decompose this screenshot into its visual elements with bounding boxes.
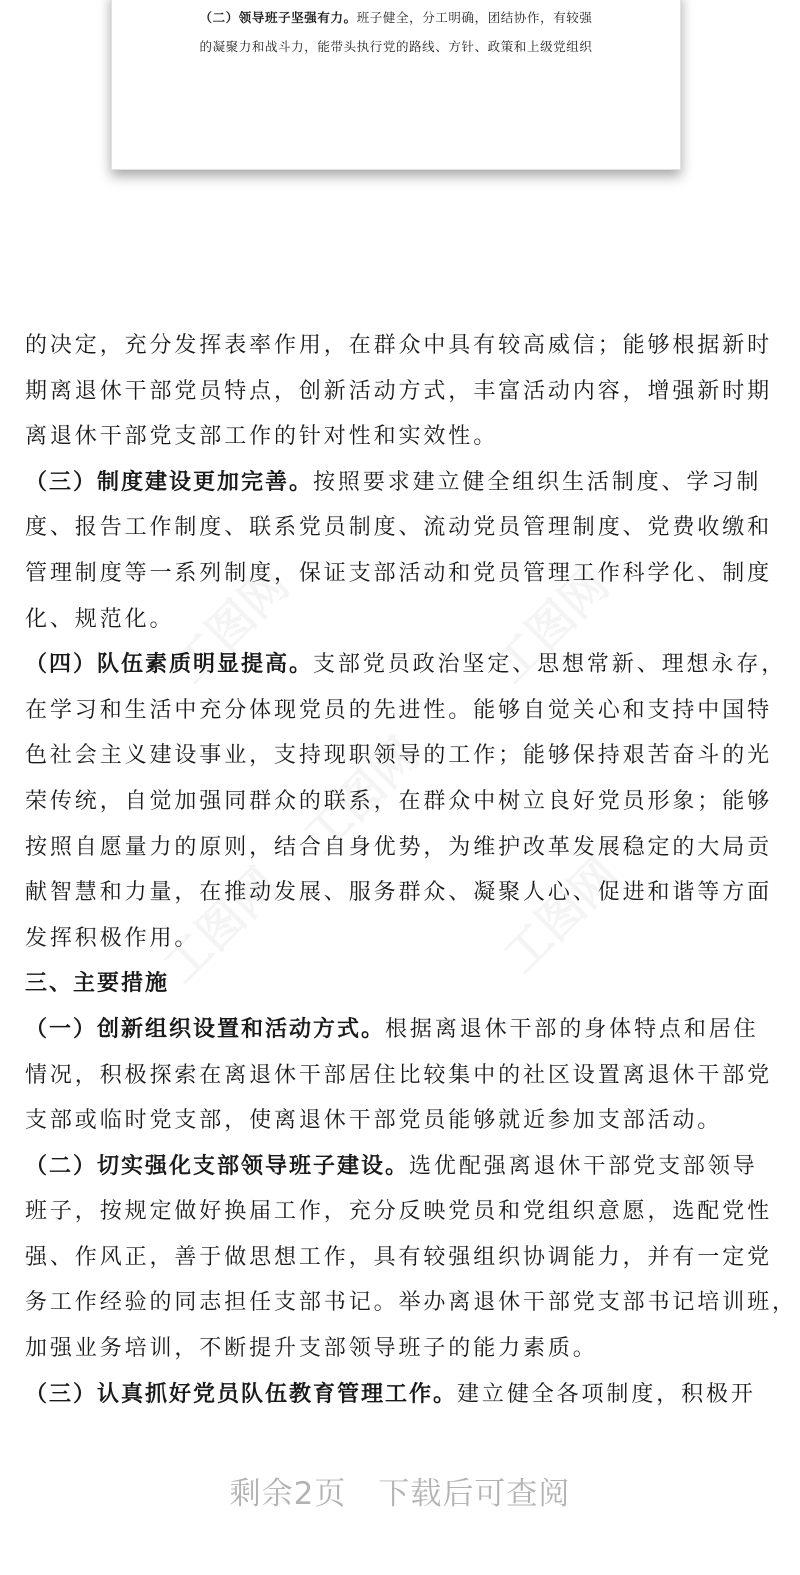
- text-line: 发挥积极作用。: [25, 925, 200, 951]
- paragraph-3-lead: （三）制度建设更加完善。: [25, 469, 314, 495]
- text-line: 强、作风正，善于做思想工作，具有较强组织协调能力，并有一定党: [25, 1244, 773, 1270]
- measure-1-lead: （一）创新组织设置和活动方式。: [25, 1016, 386, 1042]
- measure-3-lead: （三）认真抓好党员队伍教育管理工作。: [25, 1381, 458, 1407]
- paragraph-4-lead: （四）队伍素质明显提高。: [25, 652, 314, 678]
- text-line: 的决定，充分发挥表率作用，在群众中具有较高威信；能够根据新时: [25, 333, 773, 358]
- download-prompt[interactable]: [0, 1468, 800, 1513]
- measure-2-lead: （二）切实强化支部领导班子建设。: [25, 1153, 410, 1179]
- measure-2-first-line: [25, 1144, 785, 1190]
- card-line-2: 的凝聚力和战斗力，能带头执行党的路线、方针、政策和上级党组织: [199, 39, 593, 54]
- text-line: 班子，按规定做好换届工作，充分反映党员和党组织意愿，选配党性: [25, 1199, 773, 1225]
- text-line: 度、报告工作制度、联系党员制度、流动党员管理制度、党费收缴和: [25, 515, 773, 541]
- document-body: [25, 323, 797, 1417]
- measure-3-rest: 建立健全各项制度，积极开: [457, 1381, 756, 1407]
- paragraph-4-first-line: [25, 642, 785, 688]
- measure-1-rest: 根据离退休干部的身体特点和居住: [385, 1016, 759, 1042]
- text-line: 按照自愿量力的原则，结合自身优势，为维护改革发展稳定的大局贡: [25, 834, 773, 860]
- text-line: 荣传统，自觉加强同群众的联系，在群众中树立良好党员形象；能够: [25, 788, 773, 814]
- text-line: 离退休干部党支部工作的针对性和实效性。: [25, 424, 499, 450]
- text-line: 在学习和生活中充分体现党员的先进性。能够自觉关心和支持中国特: [25, 697, 773, 723]
- measure-1-first-line: [25, 1007, 785, 1053]
- paragraph-4-rest: 支部党员政治坚定、思想常新、理想永存，: [313, 652, 787, 678]
- card-line-1-lead: （二）领导班子坚强有力。: [199, 10, 357, 25]
- text-line: 加强业务培训，不断提升支部领导班子的能力素质。: [25, 1336, 598, 1362]
- text-line: 务工作经验的同志担任支部书记。举办离退休干部党支部书记培训班，: [25, 1290, 797, 1316]
- card-line-1: [112, 8, 680, 26]
- paragraph-3-first-line: [25, 460, 785, 506]
- text-line: 献智慧和力量，在推动发展、服务群众、凝聚人心、促进和谐等方面: [25, 880, 773, 906]
- previous-page-card: [111, 0, 681, 170]
- text-line: 情况，积极探索在离退休干部居住比较集中的社区设置离退休干部党: [25, 1062, 773, 1088]
- text-line: 色社会主义建设事业，支持现职领导的工作；能够保持艰苦奋斗的光: [25, 743, 773, 769]
- remaining-pages-text: 剩余2页: [229, 1476, 347, 1512]
- section-heading: 三、主要措施: [25, 971, 170, 997]
- text-line: 支部或临时党支部，使离退休干部党员能够就近参加支部活动。: [25, 1108, 723, 1134]
- card-line-1-rest: 班子健全，分工明确，团结协作，有较强: [356, 10, 593, 25]
- download-to-view-text[interactable]: 下载后可查阅: [378, 1476, 571, 1512]
- paragraph-3-rest: 按照要求建立健全组织生活制度、学习制: [313, 469, 762, 495]
- measure-3-first-line: [25, 1372, 785, 1418]
- text-line: 期离退休干部党员特点，创新活动方式，丰富活动内容，增强新时期: [25, 378, 773, 404]
- text-line: 化、规范化。: [25, 606, 175, 632]
- measure-2-rest: 选优配强离退休干部党支部领导: [409, 1153, 758, 1179]
- text-line: 管理制度等一系列制度，保证支部活动和党员管理工作科学化、制度: [25, 560, 773, 586]
